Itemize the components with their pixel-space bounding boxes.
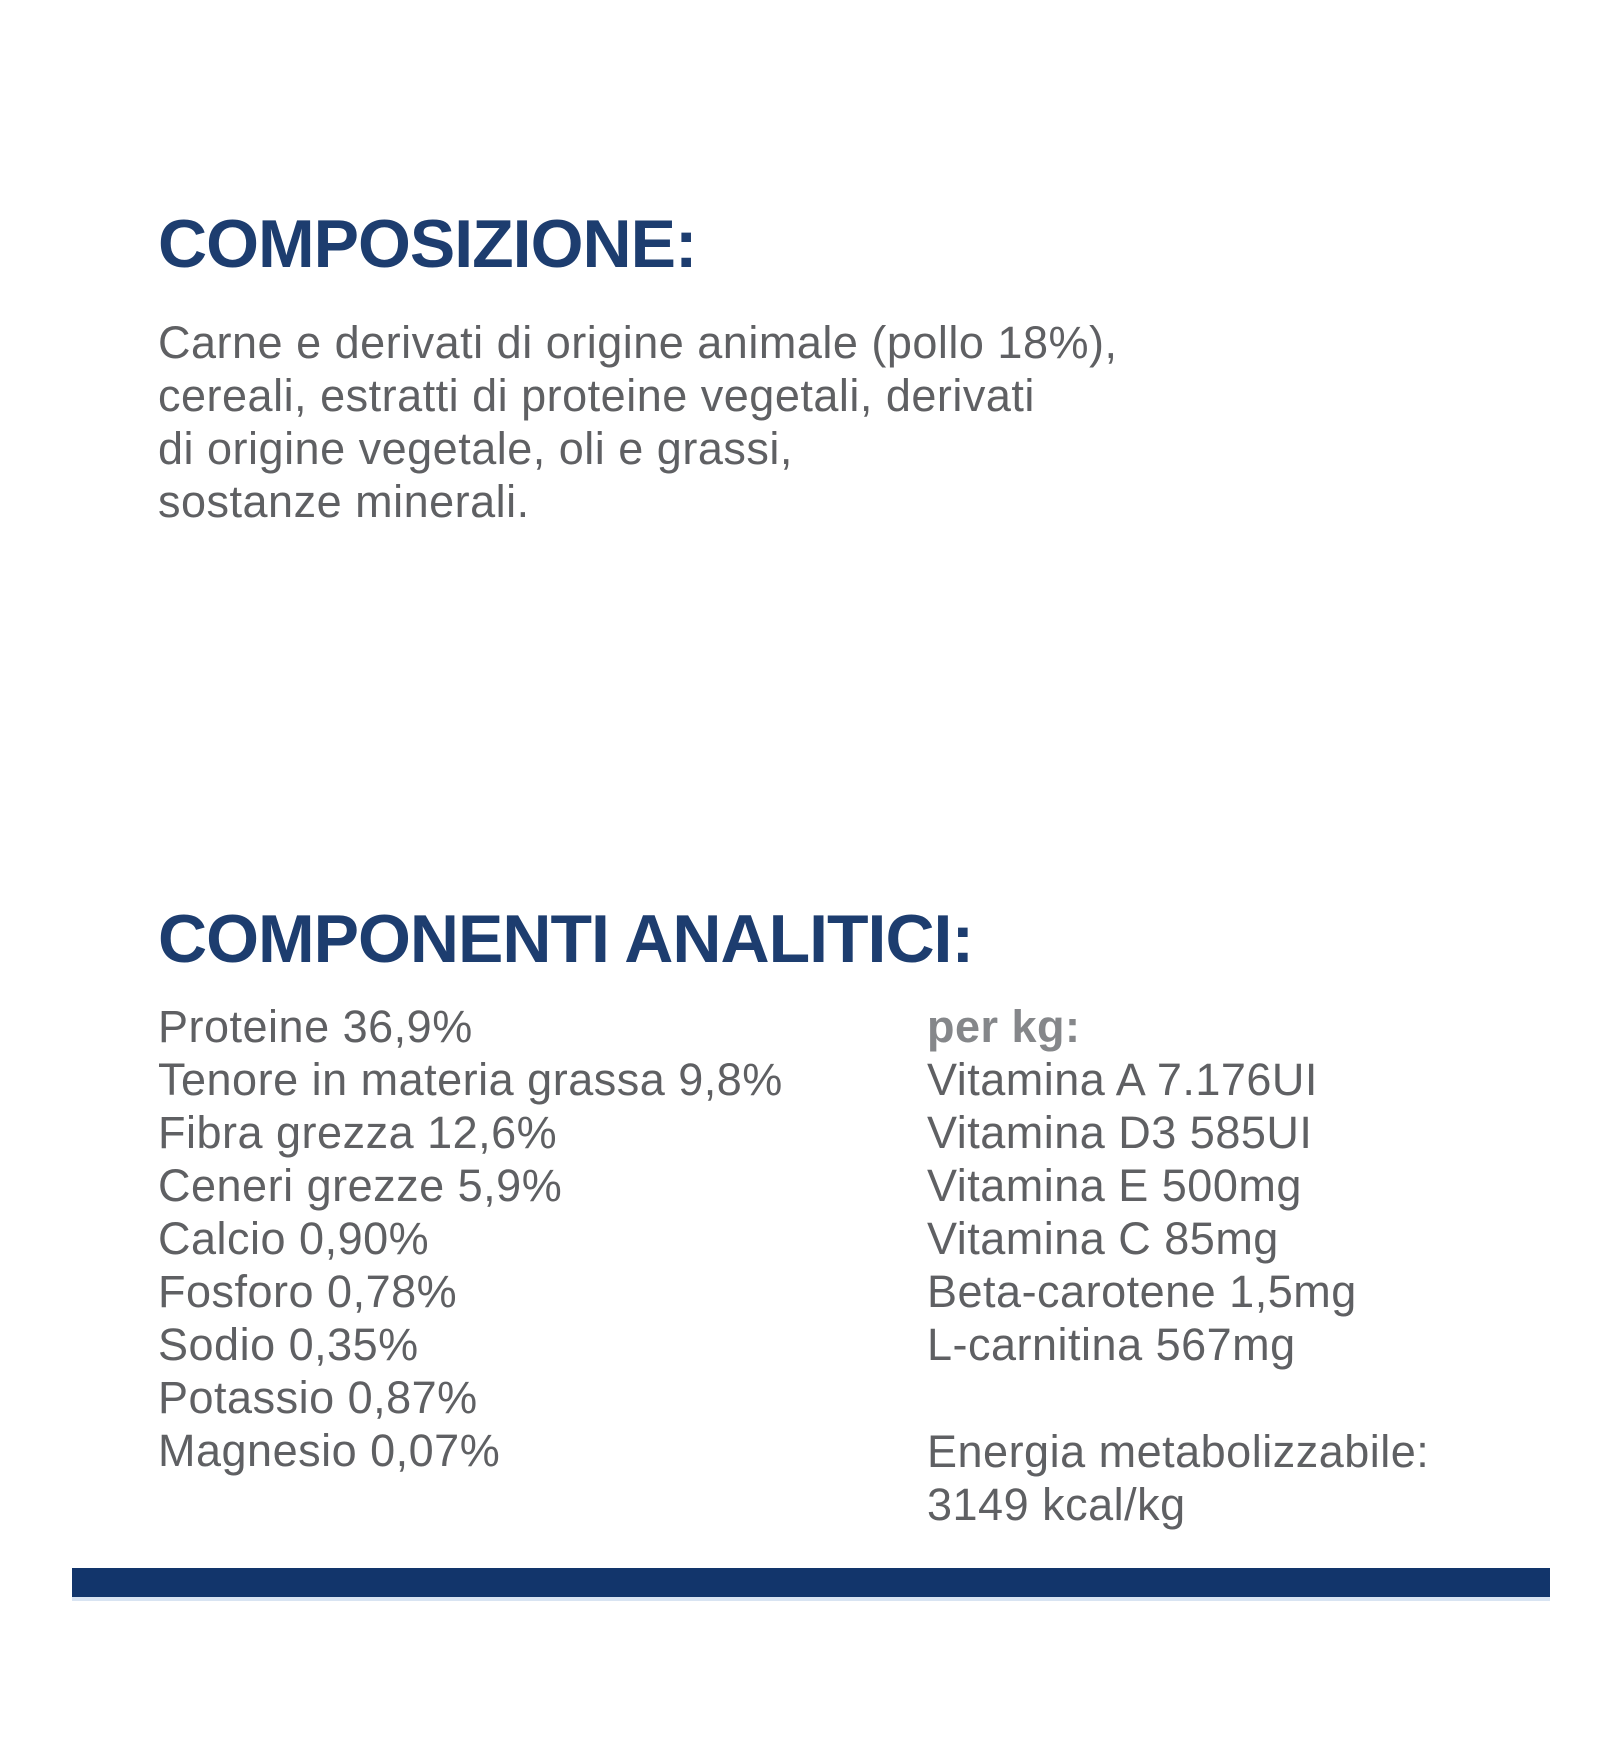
energy-label: Energia metabolizzabile: [927, 1426, 1430, 1477]
analytical-item-magnesio: Magnesio 0,07% [158, 1425, 501, 1476]
composition-line: di origine vegetale, oli e grassi, [158, 423, 793, 474]
composition-line: cereali, estratti di proteine vegetali, derivati [158, 370, 1035, 421]
energy-value: 3149 kcal/kg [927, 1479, 1186, 1530]
analytical-item-fosforo: Fosforo 0,78% [158, 1266, 458, 1317]
vitamin-item-l-carnitina: L-carnitina 567mg [927, 1319, 1296, 1370]
metabolizable-energy [927, 1425, 1429, 1531]
analytical-item-sodio: Sodio 0,35% [158, 1319, 419, 1370]
vitamin-item-beta-carotene: Beta-carotene 1,5mg [927, 1266, 1357, 1317]
composition-line: Carne e derivati di origine animale (pollo 18%), [158, 317, 1118, 368]
composition-line: sostanze minerali. [158, 476, 530, 527]
composition-heading: COMPOSIZIONE: [158, 206, 697, 282]
vitamin-item-vitamina-c: Vitamina C 85mg [927, 1213, 1279, 1264]
analytical-item-proteine: Proteine 36,9% [158, 1001, 473, 1052]
analytical-item-fibra-grezza: Fibra grezza 12,6% [158, 1107, 558, 1158]
analytical-item-tenore-materia-grassa: Tenore in materia grassa 9,8% [158, 1054, 783, 1105]
vitamin-item-vitamina-e: Vitamina E 500mg [927, 1160, 1302, 1211]
analytical-item-ceneri-grezze: Ceneri grezze 5,9% [158, 1160, 563, 1211]
vitamin-item-vitamina-d3: Vitamina D3 585UI [927, 1107, 1313, 1158]
analytical-item-calcio: Calcio 0,90% [158, 1213, 430, 1264]
analytical-item-potassio: Potassio 0,87% [158, 1372, 478, 1423]
analytical-right-column [927, 1000, 1429, 1531]
per-kg-label: per kg: [927, 1001, 1081, 1052]
vitamin-item-vitamina-a: Vitamina A 7.176UI [927, 1054, 1318, 1105]
analytical-components-heading: COMPONENTI ANALITICI: [158, 901, 974, 977]
composition-paragraph [158, 316, 1118, 528]
analytical-left-column [158, 1000, 783, 1477]
bottom-divider-bar [72, 1568, 1550, 1601]
